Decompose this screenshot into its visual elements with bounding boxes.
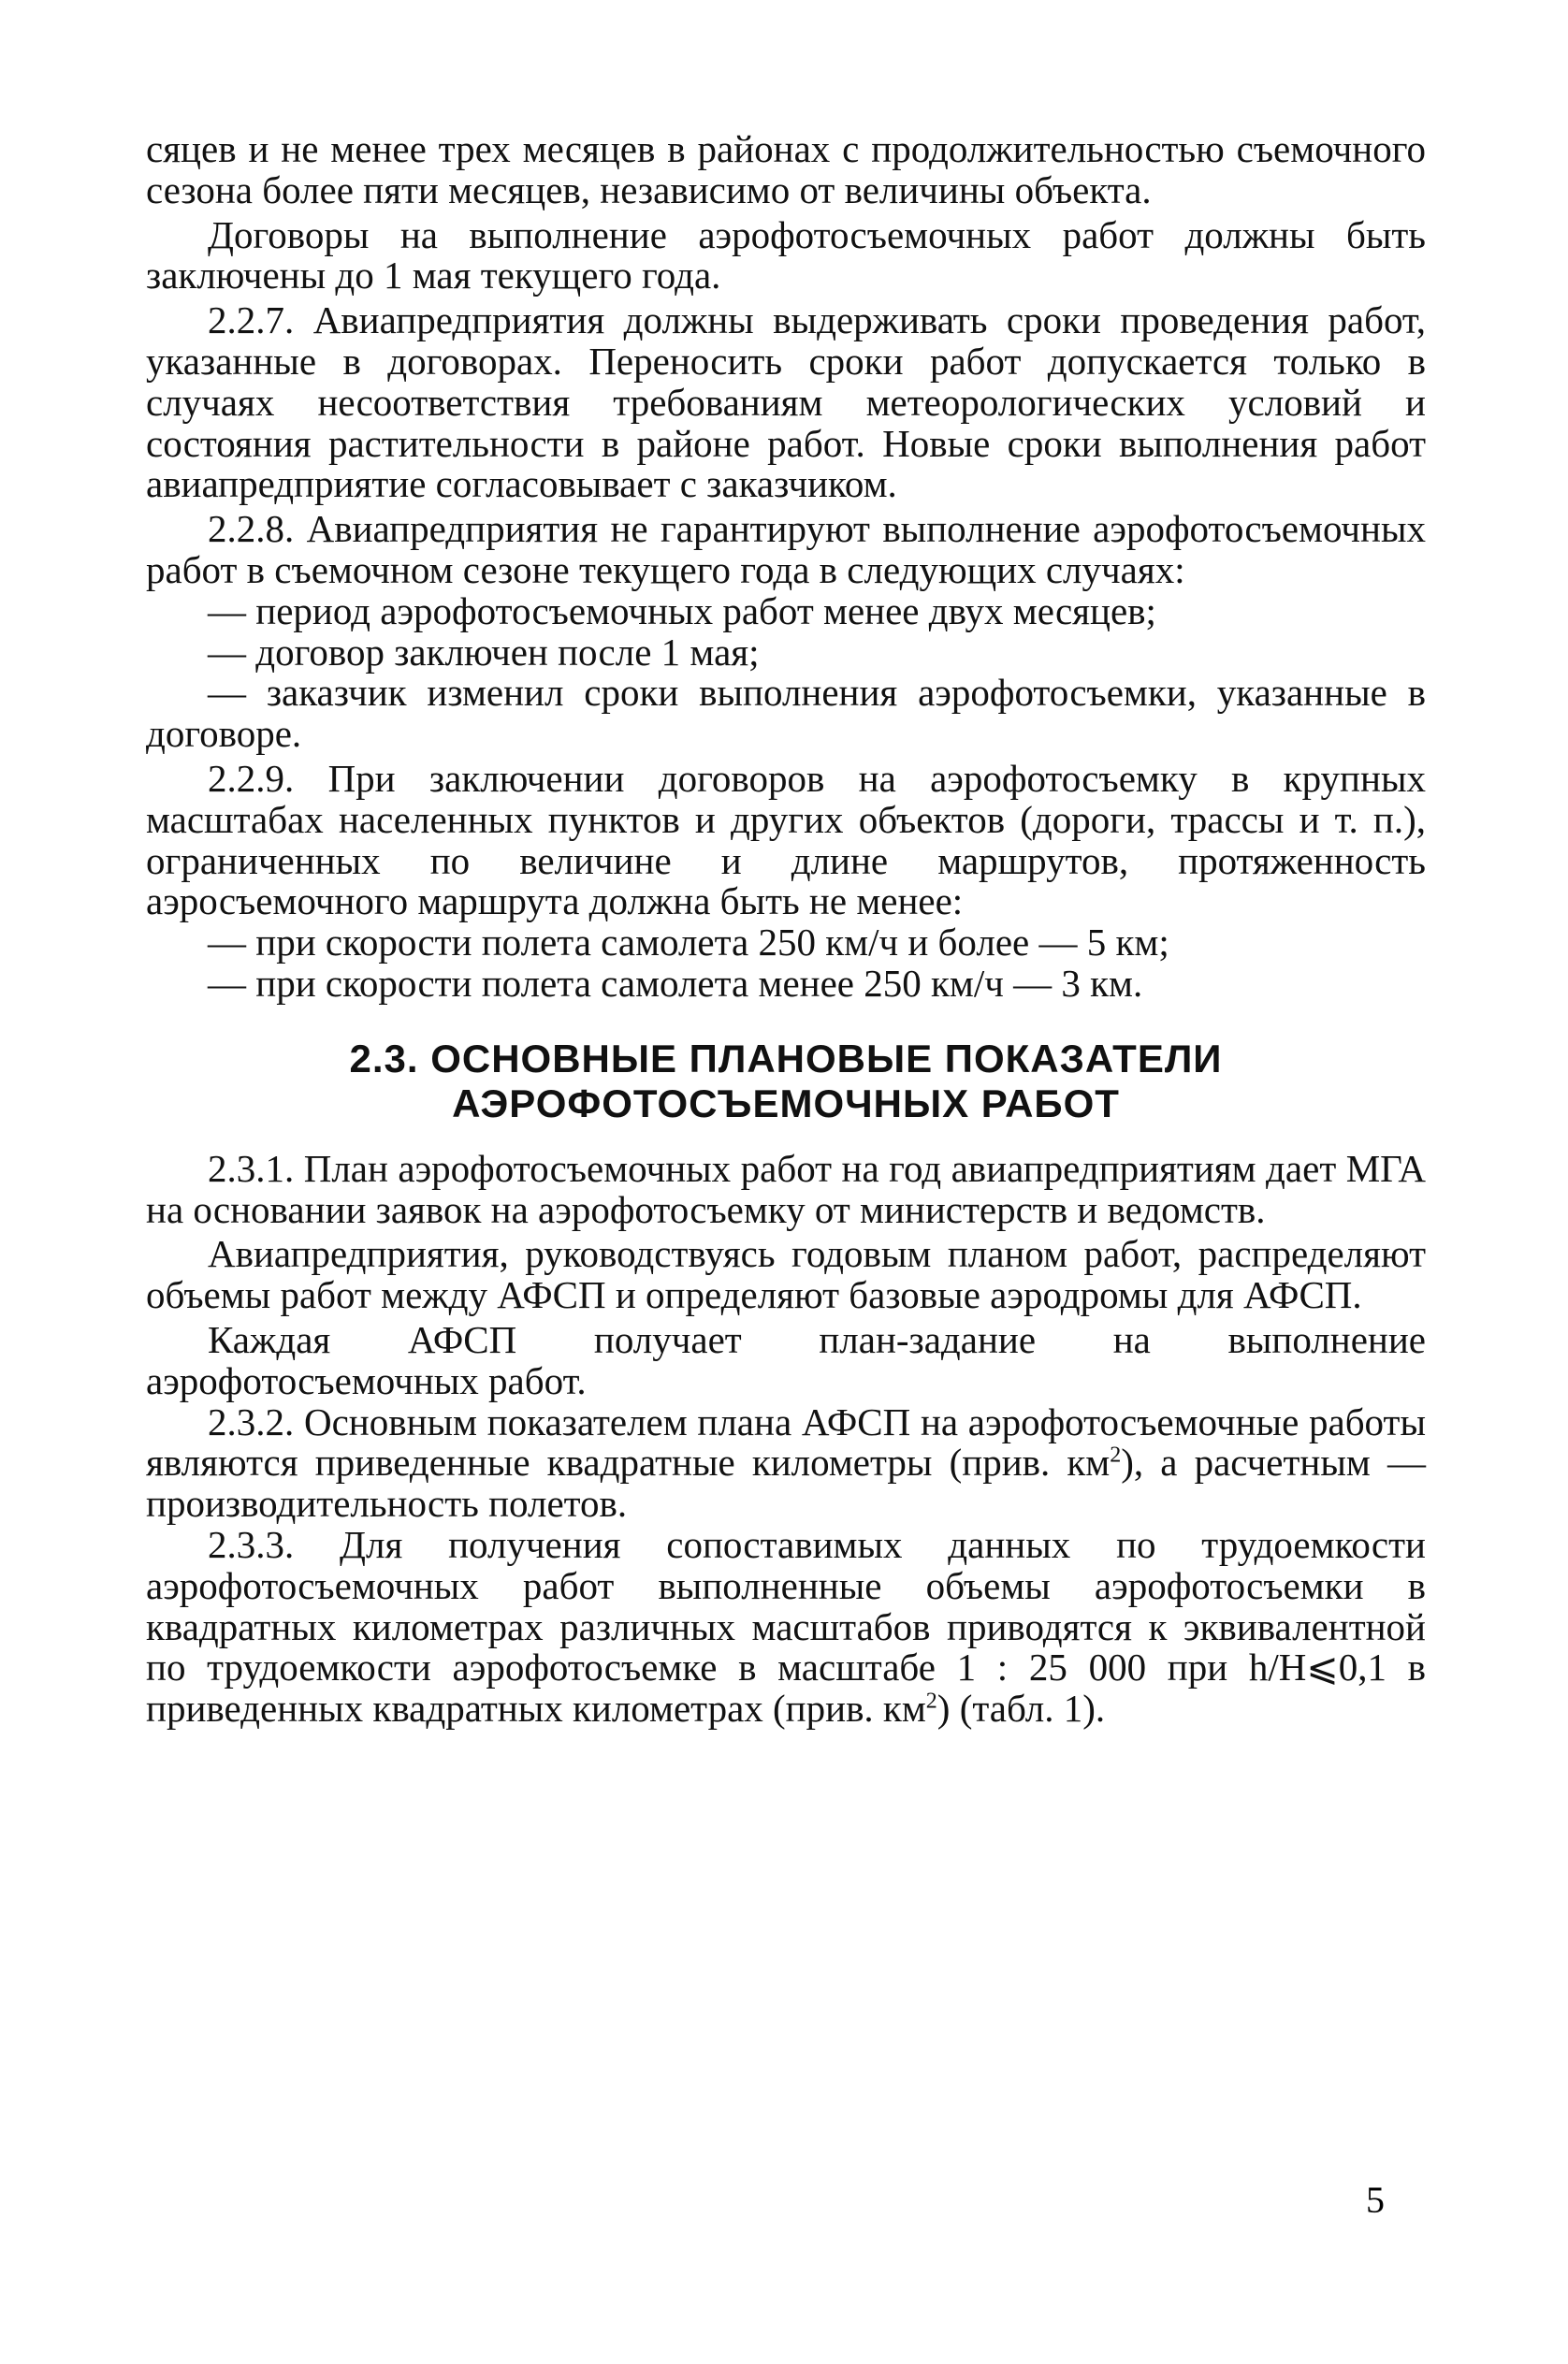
paragraph-2-3-2 <box>146 1402 1426 1525</box>
paragraph-2-2-7: 2.2.7. Авиапредприятия должны выдерживать сроки проведения работ, указанные в договорах. Переносить сроки работ допускается только в случаях несоответствия требованиям метеорологических условий и состояния растительности в районе работ. Новые сроки выполнения работ авиапредприятие согласовывает с заказчиком. <box>146 298 1426 506</box>
paragraph-2-3-2-text-b: ), а расчетным — производительность полетов. <box>146 1441 1426 1526</box>
paragraph-2-3-1: 2.3.1. План аэрофотосъемочных работ на год авиапредприятиям дает МГА на основании заявок на аэрофотосъемку от министерств и ведомств. <box>146 1146 1426 1231</box>
superscript: 2 <box>1110 1443 1122 1468</box>
paragraph-contracts: Договоры на выполнение аэрофотосъемочных работ должны быть заключены до 1 мая текущего года. <box>146 212 1426 297</box>
paragraph-2-2-8: 2.2.8. Авиапредприятия не гарантируют выполнение аэрофотосъемочных работ в съемочном сезоне текущего года в следующих случаях: <box>146 507 1426 591</box>
section-heading-line-2: АЭРОФОТОСЪЕМОЧНЫХ РАБОТ <box>452 1080 1120 1125</box>
list-item: — период аэрофотосъемочных работ менее двух месяцев; <box>208 588 1156 632</box>
list-item: — при скорости полета самолета 250 км/ч и более — 5 км; <box>208 921 1169 964</box>
paragraph-2-3-3-text-b: ) (табл. 1). <box>936 1687 1106 1731</box>
paragraph-2-3-2-text-a: 2.3.2. Основным показателем плана АФСП на аэрофотосъемочные работы являются приведенные квадратные километры (прив. км <box>146 1400 1426 1485</box>
list-item: — при скорости полета самолета менее 250 км/ч — 3 км. <box>208 961 1143 1005</box>
list-item: — заказчик изменил сроки выполнения аэрофотосъемки, указанные в договоре. <box>146 671 1426 756</box>
paragraph-2-2-9: 2.2.9. При заключении договоров на аэрофотосъемку в крупных масштабах населенных пунктов и других объектов (дороги, трассы и т. п.), ограниченных по величине и длине маршрутов, протяженность аэросъемочного маршрута должна быть не менее: <box>146 756 1426 923</box>
paragraph-2-3-3 <box>146 1522 1426 1731</box>
paragraph-2-3-3-text-a: 2.3.3. Для получения сопоставимых данных по трудоемкости аэрофотосъемочных работ выполненные объемы аэрофотосъемки в квадратных километрах различных масштабов приводятся к эквивалентной по трудоемкости аэрофотосъемке в масштабе 1 : 25 000 при h/H⩽0,1 в приведенных квадратных километрах (прив. км <box>146 1522 1426 1731</box>
paragraph-distribution: Авиапредприятия, руководствуясь годовым планом работ, распределяют объемы работ между АФСП и определяют базовые аэродромы для АФСП. <box>146 1232 1426 1317</box>
page-number: 5 <box>1366 2179 1385 2221</box>
paragraph-continuation: сяцев и не менее трех месяцев в районах с продолжительностью съемочного сезона более пяти месяцев, независимо от величины объекта. <box>146 127 1426 211</box>
list-item: — договор заключен после 1 мая; <box>208 630 760 674</box>
paragraph-plan-task: Каждая АФСП получает план-задание на выполнение аэрофотосъемочных работ. <box>146 1317 1426 1402</box>
section-heading-line-1: 2.3. ОСНОВНЫЕ ПЛАНОВЫЕ ПОКАЗАТЕЛИ <box>349 1036 1223 1080</box>
superscript: 2 <box>925 1689 937 1714</box>
section-heading <box>146 1037 1426 1126</box>
